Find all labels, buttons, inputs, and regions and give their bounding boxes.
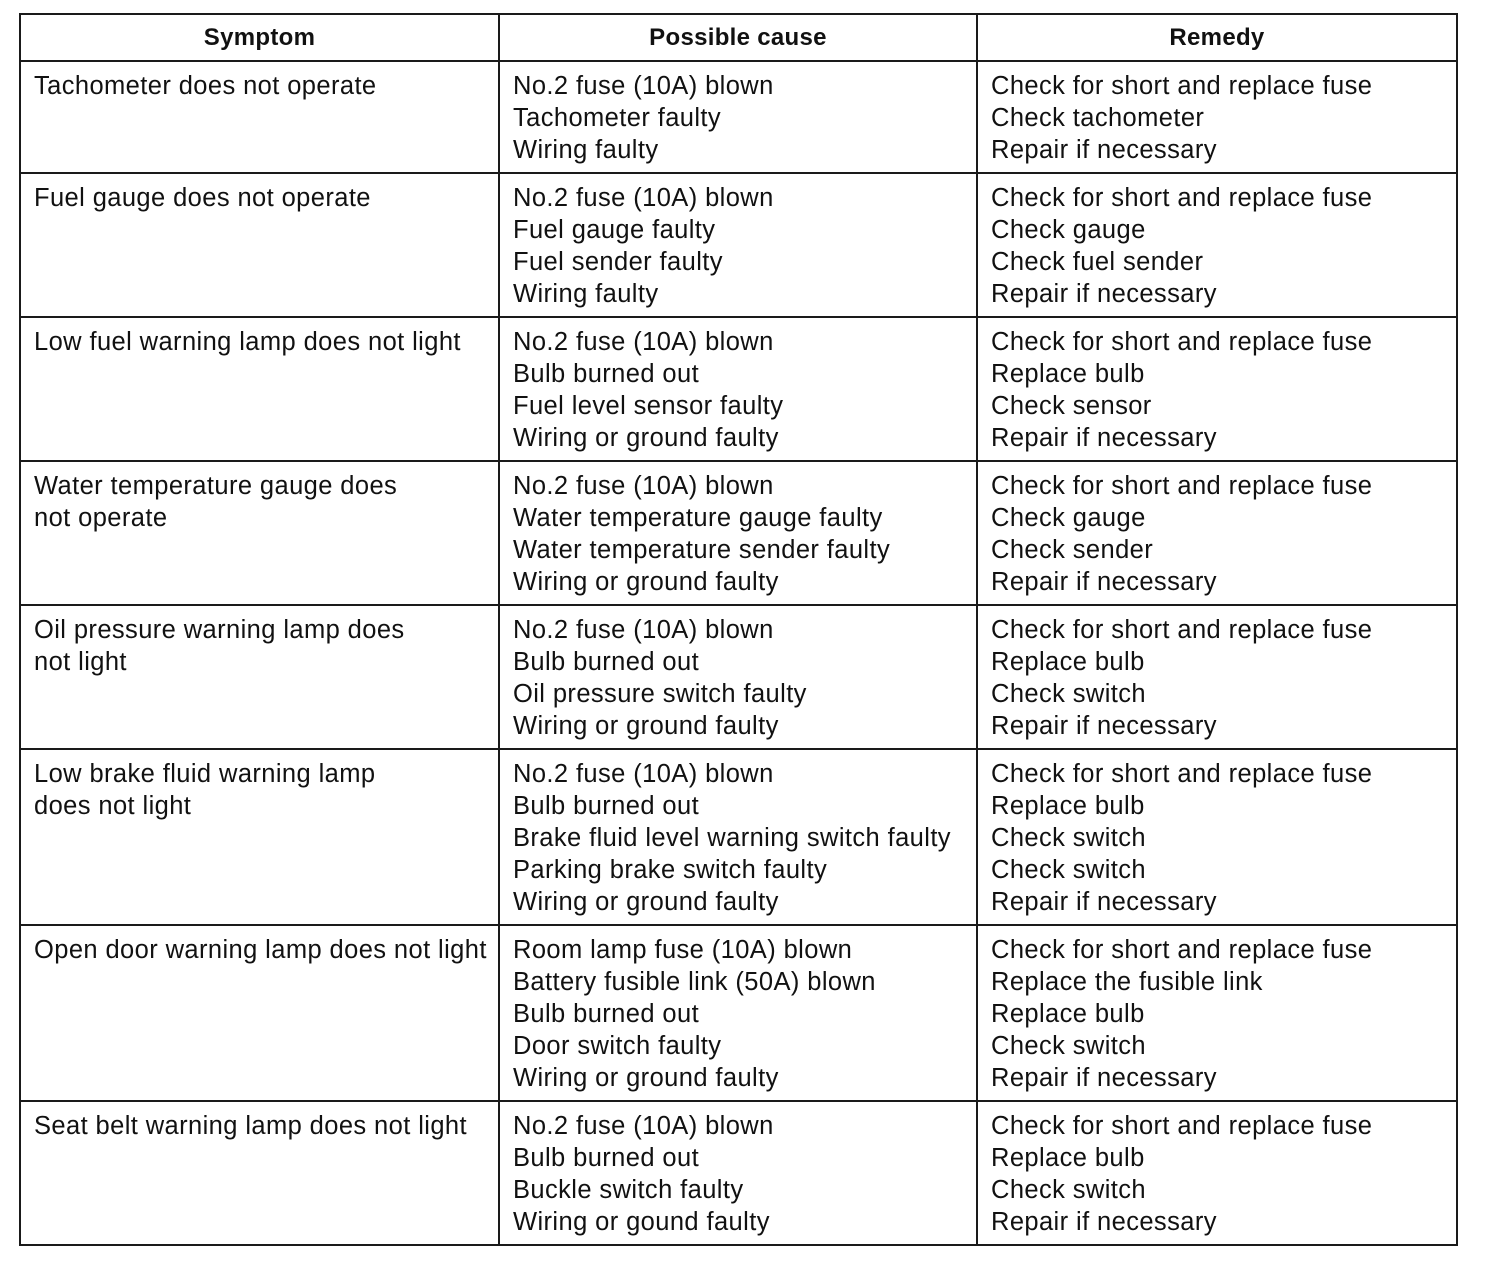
column-header-symptom: Symptom — [20, 14, 499, 61]
remedy-line: Replace bulb — [991, 792, 1145, 820]
possible-cause-line: No.2 fuse (10A) blown — [513, 72, 774, 100]
possible-cause-line: Wiring or ground faulty — [513, 712, 779, 740]
possible-cause-cell — [499, 925, 977, 1101]
possible-cause-line: Fuel sender faulty — [513, 248, 723, 276]
table-row — [20, 1101, 1457, 1245]
table-row — [20, 173, 1457, 317]
remedy-cell — [977, 749, 1457, 925]
remedy-line: Check sensor — [991, 392, 1152, 420]
remedy-line: Replace bulb — [991, 1144, 1145, 1172]
remedy-line: Check for short and replace fuse — [991, 184, 1373, 212]
remedy-line: Repair if necessary — [991, 1208, 1217, 1236]
column-header-remedy: Remedy — [977, 14, 1457, 61]
symptom-line: Fuel gauge does not operate — [34, 184, 371, 212]
table-row — [20, 605, 1457, 749]
remedy-line: Check sender — [991, 536, 1154, 564]
possible-cause-line: Bulb burned out — [513, 792, 700, 820]
table-row — [20, 61, 1457, 173]
possible-cause-line: Fuel level sensor faulty — [513, 392, 784, 420]
possible-cause-cell — [499, 1101, 977, 1245]
possible-cause-line: Wiring faulty — [513, 280, 659, 308]
possible-cause-line: Tachometer faulty — [513, 104, 722, 132]
symptom-cell — [20, 61, 499, 173]
table-row — [20, 461, 1457, 605]
symptom-cell — [20, 925, 499, 1101]
remedy-cell — [977, 1101, 1457, 1245]
symptom-cell — [20, 173, 499, 317]
symptom-line: not operate — [34, 504, 168, 532]
possible-cause-line: Door switch faulty — [513, 1032, 722, 1060]
symptom-cell — [20, 461, 499, 605]
possible-cause-line: No.2 fuse (10A) blown — [513, 616, 774, 644]
remedy-line: Replace bulb — [991, 360, 1145, 388]
remedy-line: Check for short and replace fuse — [991, 328, 1373, 356]
possible-cause-line: Water temperature sender faulty — [513, 536, 891, 564]
symptom-line: does not light — [34, 792, 192, 820]
possible-cause-line: No.2 fuse (10A) blown — [513, 1112, 774, 1140]
possible-cause-cell — [499, 61, 977, 173]
possible-cause-line: Room lamp fuse (10A) blown — [513, 936, 853, 964]
possible-cause-line: Oil pressure switch faulty — [513, 680, 807, 708]
remedy-cell — [977, 461, 1457, 605]
symptom-line: Water temperature gauge does — [34, 472, 398, 500]
remedy-cell — [977, 317, 1457, 461]
possible-cause-line: Bulb burned out — [513, 1144, 700, 1172]
symptom-line: Low fuel warning lamp does not light — [34, 328, 461, 356]
possible-cause-line: Wiring or ground faulty — [513, 424, 779, 452]
column-header-possible-cause: Possible cause — [499, 14, 977, 61]
possible-cause-line: Parking brake switch faulty — [513, 856, 828, 884]
remedy-line: Check switch — [991, 1032, 1147, 1060]
symptom-line: Tachometer does not operate — [34, 72, 377, 100]
remedy-line: Repair if necessary — [991, 136, 1217, 164]
remedy-line: Repair if necessary — [991, 1064, 1217, 1092]
possible-cause-line: Bulb burned out — [513, 1000, 700, 1028]
remedy-line: Repair if necessary — [991, 280, 1217, 308]
remedy-line: Check for short and replace fuse — [991, 760, 1373, 788]
table-row — [20, 317, 1457, 461]
symptom-line: Seat belt warning lamp does not light — [34, 1112, 467, 1140]
remedy-line: Check for short and replace fuse — [991, 616, 1373, 644]
remedy-line: Repair if necessary — [991, 568, 1217, 596]
remedy-line: Repair if necessary — [991, 424, 1217, 452]
table-body — [20, 61, 1457, 1245]
possible-cause-line: Battery fusible link (50A) blown — [513, 968, 876, 996]
possible-cause-line: Bulb burned out — [513, 648, 700, 676]
remedy-line: Check switch — [991, 856, 1147, 884]
symptom-line: Oil pressure warning lamp does — [34, 616, 405, 644]
remedy-cell — [977, 173, 1457, 317]
remedy-line: Check for short and replace fuse — [991, 936, 1373, 964]
remedy-line: Repair if necessary — [991, 712, 1217, 740]
possible-cause-line: Fuel gauge faulty — [513, 216, 716, 244]
possible-cause-line: Wiring or ground faulty — [513, 888, 779, 916]
troubleshooting-table — [19, 13, 1458, 1246]
symptom-line: Low brake fluid warning lamp — [34, 760, 376, 788]
table-row — [20, 749, 1457, 925]
remedy-cell — [977, 605, 1457, 749]
possible-cause-line: Wiring or ground faulty — [513, 1064, 779, 1092]
remedy-line: Check switch — [991, 680, 1147, 708]
symptom-cell — [20, 605, 499, 749]
remedy-line: Replace bulb — [991, 648, 1145, 676]
possible-cause-cell — [499, 173, 977, 317]
remedy-line: Check for short and replace fuse — [991, 1112, 1373, 1140]
table-row — [20, 925, 1457, 1101]
possible-cause-line: No.2 fuse (10A) blown — [513, 328, 774, 356]
symptom-cell — [20, 1101, 499, 1245]
possible-cause-line: Wiring or gound faulty — [513, 1208, 770, 1236]
table-header-row — [20, 14, 1457, 61]
remedy-line: Check tachometer — [991, 104, 1205, 132]
symptom-cell — [20, 317, 499, 461]
symptom-line: not light — [34, 648, 127, 676]
remedy-line: Replace bulb — [991, 1000, 1145, 1028]
remedy-line: Check for short and replace fuse — [991, 472, 1373, 500]
remedy-line: Check switch — [991, 824, 1147, 852]
remedy-line: Check gauge — [991, 504, 1146, 532]
possible-cause-cell — [499, 605, 977, 749]
possible-cause-cell — [499, 317, 977, 461]
possible-cause-cell — [499, 461, 977, 605]
possible-cause-line: No.2 fuse (10A) blown — [513, 760, 774, 788]
remedy-line: Repair if necessary — [991, 888, 1217, 916]
possible-cause-line: Water temperature gauge faulty — [513, 504, 883, 532]
possible-cause-line: No.2 fuse (10A) blown — [513, 184, 774, 212]
possible-cause-line: No.2 fuse (10A) blown — [513, 472, 774, 500]
remedy-cell — [977, 925, 1457, 1101]
remedy-line: Check switch — [991, 1176, 1147, 1204]
remedy-line: Check for short and replace fuse — [991, 72, 1373, 100]
possible-cause-cell — [499, 749, 977, 925]
possible-cause-line: Brake fluid level warning switch faulty — [513, 824, 951, 852]
remedy-line: Check fuel sender — [991, 248, 1204, 276]
possible-cause-line: Buckle switch faulty — [513, 1176, 744, 1204]
possible-cause-line: Wiring faulty — [513, 136, 659, 164]
possible-cause-line: Bulb burned out — [513, 360, 700, 388]
symptom-cell — [20, 749, 499, 925]
remedy-line: Check gauge — [991, 216, 1146, 244]
symptom-line: Open door warning lamp does not light — [34, 936, 487, 964]
remedy-cell — [977, 61, 1457, 173]
remedy-line: Replace the fusible link — [991, 968, 1263, 996]
possible-cause-line: Wiring or ground faulty — [513, 568, 779, 596]
